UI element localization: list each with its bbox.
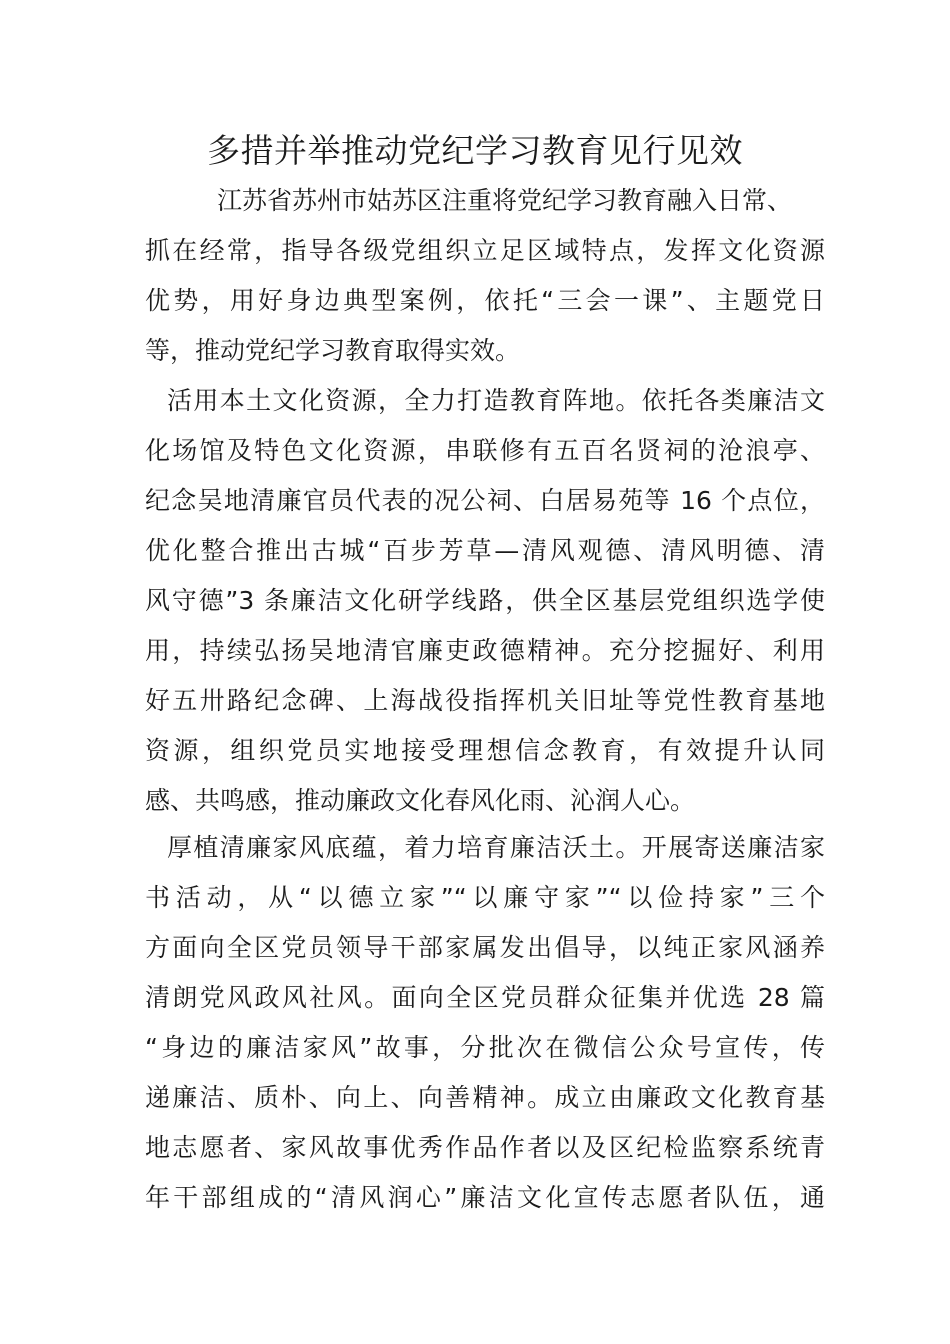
- paragraph-family: [145, 823, 825, 1223]
- paragraph-line: 活用本土文化资源，全力打造教育阵地。依托各类廉洁文: [167, 386, 825, 415]
- document-title: 多措并举推动党纪学习教育见行见效: [207, 131, 743, 170]
- paragraph-line: 感、共鸣感，推动廉政文化春风化雨、沁润人心。: [145, 786, 696, 815]
- paragraph-line: 用，持续弘扬吴地清官廉吏政德精神。充分挖掘好、利用: [145, 636, 825, 665]
- paragraph-culture: [145, 376, 825, 826]
- paragraph-line: 等，推动党纪学习教育取得实效。: [145, 336, 521, 365]
- paragraph-line: 抓在经常，指导各级党组织立足区域特点，发挥文化资源: [145, 236, 825, 265]
- paragraph-line: 方面向全区党员领导干部家属发出倡导，以纯正家风涵养: [145, 933, 825, 962]
- paragraph-line: 资源，组织党员实地接受理想信念教育，有效提升认同: [145, 736, 825, 765]
- paragraph-line: 书活动，从“以德立家”“以廉守家”“以俭持家”三个: [145, 883, 825, 912]
- paragraph-line: 优化整合推出古城“百步芳草—清风观德、清风明德、清: [145, 536, 825, 565]
- paragraph-line: “身边的廉洁家风”故事，分批次在微信公众号宣传，传: [145, 1033, 825, 1062]
- paragraph-line: 厚植清廉家风底蕴，着力培育廉洁沃土。开展寄送廉洁家: [167, 833, 825, 862]
- paragraph-line: 清朗党风政风社风。面向全区党员群众征集并优选 28 篇: [145, 983, 825, 1012]
- paragraph-line: 优势，用好身边典型案例，依托“三会一课”、主题党日: [145, 286, 825, 315]
- paragraph-line: 好五卅路纪念碑、上海战役指挥机关旧址等党性教育基地: [145, 686, 825, 715]
- paragraph-line: 地志愿者、家风故事优秀作品作者以及区纪检监察系统青: [145, 1133, 825, 1162]
- paragraph-intro: [145, 176, 825, 376]
- paragraph-line: 递廉洁、质朴、向上、向善精神。成立由廉政文化教育基: [145, 1083, 825, 1112]
- paragraph-line: 风守德”3 条廉洁文化研学线路，供全区基层党组织选学使: [145, 586, 825, 615]
- paragraph-line: 化场馆及特色文化资源，串联修有五百名贤祠的沧浪亭、: [145, 436, 825, 465]
- paragraph-line: 江苏省苏州市姑苏区注重将党纪学习教育融入日常、: [217, 186, 793, 215]
- paragraph-line: 纪念吴地清廉官员代表的况公祠、白居易苑等 16 个点位，: [145, 486, 825, 515]
- paragraph-line: 年干部组成的“清风润心”廉洁文化宣传志愿者队伍，通: [145, 1183, 825, 1212]
